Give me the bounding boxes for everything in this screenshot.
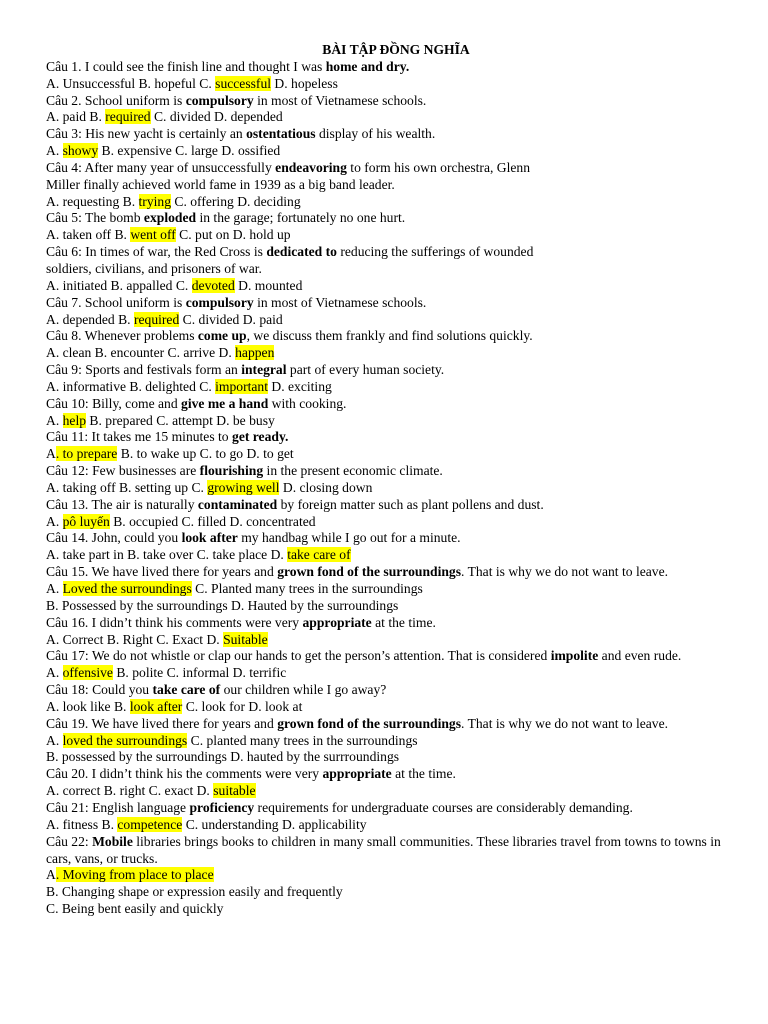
text-run: Câu 21: English language — [46, 799, 190, 815]
text-line — [46, 93, 726, 110]
exercise-list — [46, 59, 726, 918]
text-line — [46, 834, 726, 868]
text-line — [46, 295, 726, 312]
text-run: A. — [46, 143, 63, 159]
text-run: A. correct B. right C. exact D. — [46, 783, 214, 799]
key-phrase: grown fond of the surroundings — [277, 564, 462, 580]
text-line — [46, 749, 726, 766]
text-run: B. prepared C. attempt D. be busy — [86, 412, 275, 428]
text-line — [46, 733, 726, 750]
text-run: Câu 1. I could see the finish line and thought I was — [46, 58, 326, 74]
text-run: A. clean B. encounter C. arrive D. — [46, 345, 236, 361]
key-phrase: grown fond of the surroundings — [277, 715, 462, 731]
text-run: A. — [46, 732, 63, 748]
text-line — [46, 783, 726, 800]
text-run: A. taken off B. — [46, 227, 131, 243]
text-line — [46, 210, 726, 227]
text-run: libraries brings books to children in many small communities. These libraries travel from towns to towns in cars, vans, or trucks. — [46, 833, 721, 866]
text-line — [46, 160, 726, 177]
text-run: Câu 3: His new yacht is certainly an — [46, 126, 247, 142]
key-phrase: take care of — [152, 682, 221, 698]
text-run: requirements for undergraduate courses are considerably demanding. — [254, 799, 633, 815]
key-phrase: contaminated — [197, 496, 278, 512]
text-run: in the present economic climate. — [263, 463, 443, 479]
text-line — [46, 564, 726, 581]
text-run: A. fitness B. — [46, 816, 118, 832]
text-run: A. depended B. — [46, 311, 134, 327]
text-line — [46, 227, 726, 244]
key-phrase: compulsory — [185, 92, 254, 108]
text-line — [46, 480, 726, 497]
highlighted-answer: offensive — [62, 665, 113, 681]
text-run: Câu 9: Sports and festivals form an — [46, 362, 242, 378]
text-line — [46, 396, 726, 413]
text-run: to form his own orchestra, Glenn — [346, 159, 531, 175]
key-phrase: come up — [197, 328, 247, 344]
text-run: at the time. — [371, 614, 436, 630]
text-line — [46, 665, 726, 682]
highlighted-answer: . to prepare — [55, 446, 118, 462]
text-run: . That is why we do not want to leave. — [461, 715, 669, 731]
key-phrase: ostentatious — [246, 126, 316, 142]
text-run: our children while I go away? — [220, 682, 387, 698]
text-line — [46, 699, 726, 716]
text-run: with cooking. — [268, 395, 347, 411]
text-run: A — [46, 446, 56, 462]
text-run: Câu 5: The bomb — [46, 210, 144, 226]
text-run: A. — [46, 665, 63, 681]
key-phrase: home and dry. — [325, 58, 410, 74]
text-line — [46, 76, 726, 93]
text-run: Câu 6: In times of war, the Red Cross is — [46, 244, 267, 260]
text-line — [46, 126, 726, 143]
key-phrase: get ready. — [232, 429, 289, 445]
text-run: C. offering D. deciding — [171, 193, 301, 209]
text-line — [46, 244, 726, 261]
text-line — [46, 901, 726, 918]
text-line — [46, 59, 726, 76]
text-line — [46, 800, 726, 817]
text-run: Câu 16. I didn’t think his comments were very — [46, 614, 303, 630]
text-run: Câu 17: We do not whistle or clap our hands to get the person’s attention. That is considered — [46, 648, 551, 664]
text-run: my handbag while I go out for a minute. — [237, 530, 461, 546]
document-page — [46, 42, 726, 918]
text-line — [46, 884, 726, 901]
text-run: D. exciting — [268, 378, 332, 394]
text-run: in most of Vietnamese schools. — [253, 294, 427, 310]
text-line — [46, 615, 726, 632]
text-run: Miller finally achieved world fame in 1939 as a big band leader. — [46, 176, 395, 192]
text-line — [46, 463, 726, 480]
highlighted-answer: loved the surroundings — [62, 732, 188, 748]
text-line — [46, 413, 726, 430]
highlighted-answer: trying — [138, 193, 171, 209]
highlighted-answer: showy — [62, 143, 99, 159]
text-line — [46, 867, 726, 884]
text-run: in most of Vietnamese schools. — [253, 92, 427, 108]
text-line — [46, 530, 726, 547]
highlighted-answer: Loved the surroundings — [62, 581, 192, 596]
text-line — [46, 362, 726, 379]
text-run: C. divided D. depended — [150, 109, 283, 125]
text-run: D. closing down — [279, 479, 373, 495]
text-run: B. polite C. informal D. terrific — [112, 665, 287, 681]
text-run: A — [46, 867, 56, 883]
text-line — [46, 194, 726, 211]
text-line — [46, 648, 726, 665]
text-run: Câu 20. I didn’t think his the comments were very — [46, 766, 323, 782]
text-line — [46, 547, 726, 564]
highlighted-answer: growing well — [207, 479, 280, 495]
highlighted-answer: important — [215, 378, 268, 394]
key-phrase: appropriate — [322, 766, 392, 782]
text-run: A. Unsuccessful B. hopeful C. — [46, 75, 216, 91]
key-phrase: endeavoring — [275, 159, 347, 175]
text-run: . That is why we do not want to leave. — [461, 564, 669, 580]
key-phrase: exploded — [143, 210, 197, 226]
text-run: B. to wake up C. to go D. to get — [117, 446, 294, 462]
text-line — [46, 328, 726, 345]
text-line — [46, 429, 726, 446]
highlighted-answer: . Moving from place to place — [55, 867, 214, 883]
text-run: A. Correct B. Right C. Exact D. — [46, 631, 224, 647]
highlighted-answer: required — [133, 311, 180, 327]
text-run: Câu 18: Could you — [46, 682, 153, 698]
page-title: BÀI TẬP ĐỒNG NGHĨA — [322, 42, 470, 57]
text-run: A. initiated B. appalled C. — [46, 277, 192, 293]
text-line — [46, 261, 726, 278]
text-run: , we discuss them frankly and find solutions quickly. — [246, 328, 533, 344]
text-run: Câu 19. We have lived there for years and — [46, 715, 278, 731]
text-run: soldiers, civilians, and prisoners of war. — [46, 260, 262, 276]
text-run: B. Changing shape or expression easily and frequently — [46, 884, 343, 900]
highlighted-answer: successful — [215, 75, 272, 91]
text-run: B. Possessed by the surroundings D. Hauted by the surroundings — [46, 597, 399, 613]
highlighted-answer: look after — [129, 698, 183, 714]
text-run: Câu 14. John, could you — [46, 530, 182, 546]
text-run: Câu 12: Few businesses are — [46, 463, 200, 479]
text-run: Câu 8. Whenever problems — [46, 328, 198, 344]
text-run: display of his wealth. — [315, 126, 436, 142]
text-run: Câu 10: Billy, come and — [46, 395, 182, 411]
text-run: A. paid B. — [46, 109, 106, 125]
text-line — [46, 109, 726, 126]
key-phrase: Mobile — [92, 833, 133, 849]
text-run: Câu 22: — [46, 833, 93, 849]
highlighted-answer: happen — [235, 345, 275, 361]
highlighted-answer: help — [62, 412, 87, 428]
text-run: C. put on D. hold up — [175, 227, 291, 243]
text-run: in the garage; fortunately no one hurt. — [196, 210, 406, 226]
text-run: D. mounted — [234, 277, 303, 293]
text-run: C. Being bent easily and quickly — [46, 901, 224, 917]
text-run: A. requesting B. — [46, 193, 139, 209]
text-run: A. taking off B. setting up C. — [46, 479, 208, 495]
text-line — [46, 766, 726, 783]
key-phrase: integral — [241, 362, 287, 378]
text-run: A. take part in B. take over C. take place D. — [46, 547, 288, 563]
text-line — [46, 581, 726, 598]
text-run: Câu 11: It takes me 15 minutes to — [46, 429, 233, 445]
text-run: reducing the sufferings of wounded — [336, 244, 534, 260]
text-line — [46, 514, 726, 531]
text-run: C. Planted many trees in the surroundings — [191, 581, 423, 596]
key-phrase: proficiency — [189, 799, 255, 815]
text-run: Câu 2. School uniform is — [46, 92, 186, 108]
text-line — [46, 598, 726, 615]
key-phrase: look after — [181, 530, 238, 546]
text-run: B. possessed by the surroundings D. hauted by the surrroundings — [46, 749, 400, 765]
key-phrase: appropriate — [302, 614, 372, 630]
key-phrase: impolite — [550, 648, 599, 664]
highlighted-answer: suitable — [213, 783, 256, 799]
text-line — [46, 632, 726, 649]
highlighted-answer: take care of — [287, 547, 351, 563]
text-run: by foreign matter such as plant pollens and dust. — [277, 496, 544, 512]
text-run: B. occupied C. filled D. concentrated — [109, 513, 316, 529]
text-run: C. planted many trees in the surroundings — [187, 732, 418, 748]
key-phrase: give me a hand — [181, 395, 269, 411]
text-run: Câu 4: After many year of unsuccessfully — [46, 159, 276, 175]
highlighted-answer: required — [105, 109, 151, 125]
text-run: C. divided D. paid — [179, 311, 283, 327]
highlighted-answer: pô luyến — [62, 513, 110, 529]
text-line — [46, 143, 726, 160]
text-run: Câu 15. We have lived there for years and — [46, 564, 278, 580]
key-phrase: dedicated to — [266, 244, 337, 260]
key-phrase: compulsory — [185, 294, 254, 310]
text-line — [46, 345, 726, 362]
text-run: C. look for D. look at — [182, 698, 303, 714]
text-run: A. look like B. — [46, 698, 130, 714]
highlighted-answer: went off — [130, 227, 176, 243]
text-line — [46, 682, 726, 699]
text-line — [46, 716, 726, 733]
text-line — [46, 446, 726, 463]
text-run: and even rude. — [598, 648, 682, 664]
text-run: C. understanding D. applicability — [182, 816, 367, 832]
text-run: A. — [46, 581, 63, 596]
text-run: at the time. — [391, 766, 456, 782]
text-run: Câu 7. School uniform is — [46, 294, 186, 310]
text-line — [46, 379, 726, 396]
text-line — [46, 177, 726, 194]
text-run: B. expensive C. large D. ossified — [98, 143, 281, 159]
text-line — [46, 278, 726, 295]
text-run: A. — [46, 412, 63, 428]
text-line — [46, 312, 726, 329]
text-line — [46, 497, 726, 514]
text-line — [46, 817, 726, 834]
highlighted-answer: competence — [117, 816, 183, 832]
key-phrase: flourishing — [199, 463, 264, 479]
text-run: A. informative B. delighted C. — [46, 378, 216, 394]
text-run: A. — [46, 513, 63, 529]
text-run: part of every human society. — [286, 362, 445, 378]
text-run: Câu 13. The air is naturally — [46, 496, 198, 512]
highlighted-answer: Suitable — [223, 631, 268, 647]
highlighted-answer: devoted — [191, 277, 235, 293]
text-run: D. hopeless — [271, 75, 338, 91]
